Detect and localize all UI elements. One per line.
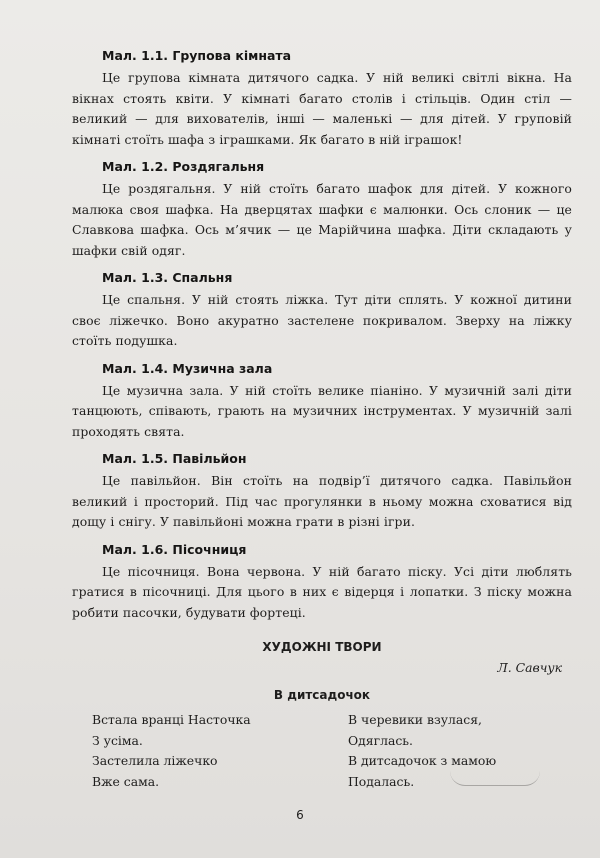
- poem-line: Подалась.: [348, 773, 415, 789]
- poem-line: З усіма.: [92, 732, 143, 748]
- poem-title: В дитсадочок: [273, 688, 371, 702]
- section-heading: Мал. 1.6. Пісочниця: [102, 541, 247, 557]
- poem-line: В дитсадочок з мамою: [348, 753, 497, 768]
- section-5: [72, 451, 572, 533]
- literary-works-title: ХУДОЖНІ ТВОРИ: [262, 640, 382, 654]
- section-heading: Мал. 1.3. Спальня: [102, 270, 233, 285]
- poem-line: Одяглась.: [348, 732, 413, 748]
- page-content: [72, 48, 572, 789]
- page-number: 6: [296, 808, 304, 822]
- poem-line: Вже сама.: [92, 773, 160, 789]
- poem-line: Застелила ліжечко: [92, 753, 218, 768]
- poem-column-left: [92, 710, 251, 792]
- section-text: Це роздягальня. У ній стоїть багато шафок для дітей. У кожного малюка своя шафка. На дверцятах шафки є малюнки. Ось слоник — це Славкова шафка. Ось м’ячик — це Марійчина шафка. Діти складають у шафки свій одяг.: [72, 181, 572, 258]
- poem-line: В черевики взулася,: [348, 712, 482, 727]
- section-heading: Мал. 1.2. Роздягальня: [102, 159, 265, 174]
- section-text: Це групова кімната дитячого садка. У ній великі світлі вікна. На вікнах стоять квіти. У кімнаті багато столів і стільців. Один стіл — великий — для вихователів, інші — маленькі — для дітей. У груповій кімнаті стоїть шафа з іграшками. Як багато в ній іграшок!: [72, 70, 572, 147]
- section-text: Це спальня. У ній стоять ліжка. Тут діти сплять. У кожної дитини своє ліжечко. Воно акуратно застелене покривалом. Зверху на ліжку стоїть подушка.: [72, 292, 572, 348]
- section-1: [72, 48, 572, 150]
- section-text: Це пісочниця. Вона червона. У ній багато піску. Усі діти люблять гратися в пісочниці. Для цього в них є відерця і лопатки. З піску можна робити пасочки, будувати фортеці.: [72, 563, 572, 620]
- section-4: [72, 361, 572, 443]
- section-heading: Мал. 1.5. Павільйон: [102, 451, 247, 466]
- section-heading: Мал. 1.1. Групова кімната: [102, 48, 292, 63]
- section-heading: Мал. 1.4. Музична зала: [102, 360, 273, 376]
- section-text: Це музична зала. У ній стоїть велике піаніно. У музичній залі діти танцюють, співають, грають на музичних інструментах. У музичній залі проходять свята.: [72, 382, 572, 439]
- poem-line: Встала вранці Насточка: [92, 712, 251, 727]
- section-3: [72, 270, 572, 352]
- section-6: [72, 542, 572, 624]
- poem-author: Л. Савчук: [497, 660, 562, 675]
- section-2: [72, 159, 572, 261]
- section-text: Це павільйон. Він стоїть на подвір’ї дитячого садка. Павільйон великий і просторий. Під час прогулянки в ньому можна сховатися від дощу і снігу. У павільйоні можна грати в різні ігри.: [72, 473, 572, 529]
- pen-mark: [450, 771, 540, 786]
